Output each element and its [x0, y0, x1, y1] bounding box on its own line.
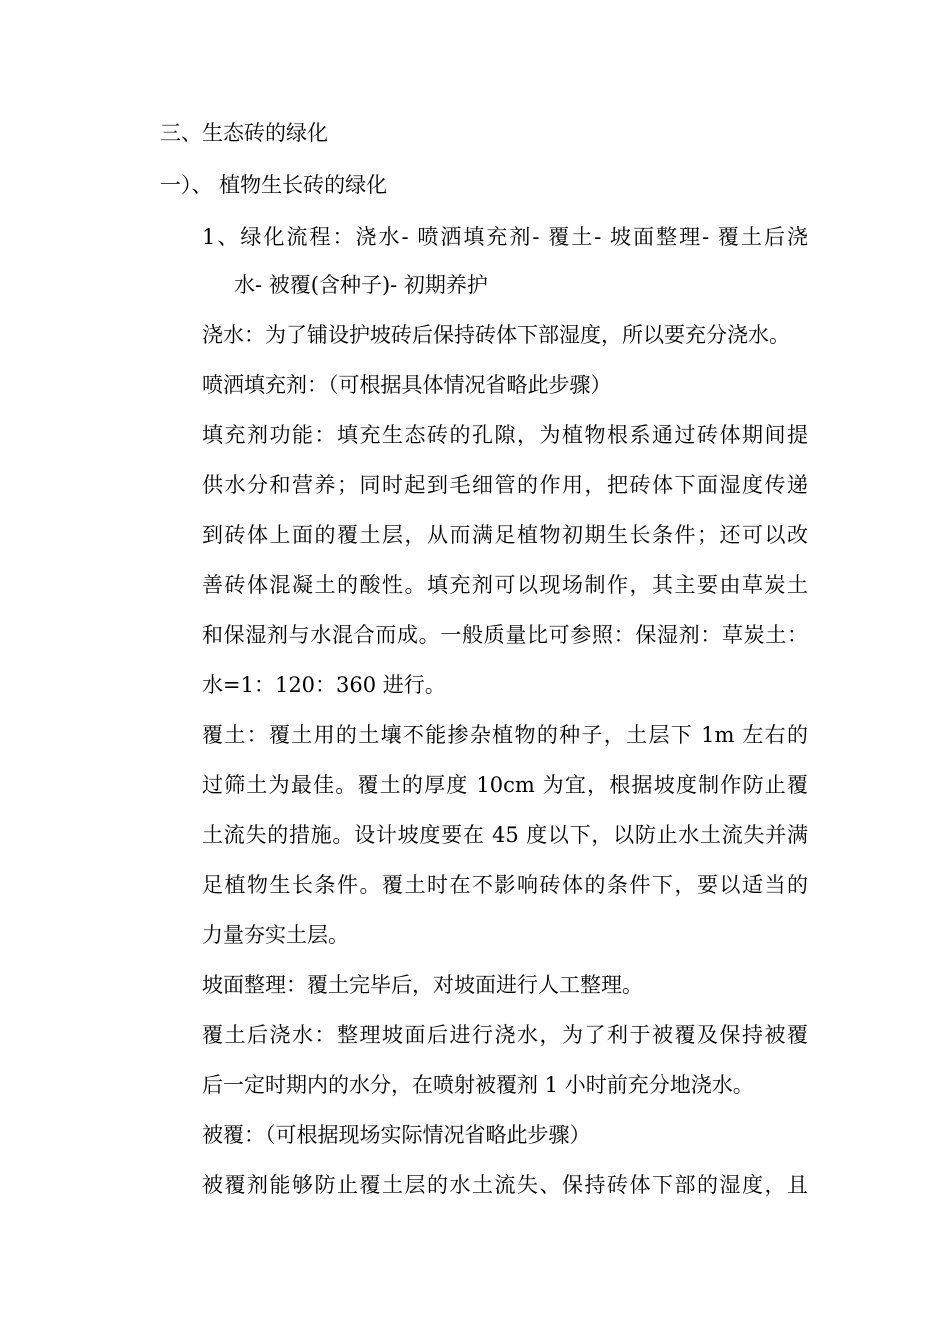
paragraph-soil-cover-line: 土流失的措施。设计坡度要在 45 度以下，以防止水土流失并满: [202, 823, 808, 847]
paragraph-spray-filler: 喷洒填充剂：（可根据具体情况省略此步骤）: [202, 373, 612, 397]
paragraph-slope-finishing: 坡面整理：覆土完毕后，对坡面进行人工整理。: [202, 973, 643, 997]
paragraph-soil-cover-line: 足植物生长条件。覆土时在不影响砖体的条件下，要以适当的: [202, 873, 808, 897]
paragraph-filler-function-line: 供水分和营养；同时起到毛细管的作用，把砖体下面湿度传递: [202, 473, 808, 497]
paragraph-covering-agent-line: 被覆剂能够防止覆土层的水土流失、保持砖体下部的湿度，且: [202, 1173, 808, 1197]
paragraph-filler-function-line: 善砖体混凝土的酸性。填充剂可以现场制作，其主要由草炭土: [202, 573, 808, 597]
section-heading: 三、生态砖的绿化: [160, 121, 328, 145]
paragraph-watering: 浇水：为了铺设护坡砖后保持砖体下部湿度，所以要充分浇水。: [202, 323, 790, 347]
paragraph-filler-function-line: 填充剂功能：填充生态砖的孔隙，为植物根系通过砖体期间提: [202, 423, 808, 447]
paragraph-covering: 被覆：（可根据现场实际情况省略此步骤）: [202, 1123, 591, 1147]
flow-line-1: 1、绿化流程：浇水- 喷洒填充剂- 覆土- 坡面整理- 覆土后浇: [202, 225, 808, 249]
paragraph-soil-cover-line: 覆土：覆土用的土壤不能掺杂植物的种子，土层下 1m 左右的: [202, 723, 808, 747]
paragraph-filler-function-line: 水=1：120：360 进行。: [202, 673, 446, 697]
paragraph-soil-cover-line: 力量夯实土层。: [202, 923, 349, 947]
paragraph-filler-function-line: 到砖体上面的覆土层，从而满足植物初期生长条件；还可以改: [202, 523, 808, 547]
paragraph-post-soil-watering-line: 后一定时期内的水分，在喷射被覆剂 1 小时前充分地浇水。: [202, 1073, 754, 1097]
paragraph-post-soil-watering-line: 覆土后浇水：整理坡面后进行浇水，为了利于被覆及保持被覆: [202, 1023, 808, 1047]
subsection-heading: 一）、 植物生长砖的绿化: [160, 173, 388, 197]
paragraph-soil-cover-line: 过筛土为最佳。覆土的厚度 10cm 为宜，根据坡度制作防止覆: [202, 773, 808, 797]
paragraph-filler-function-line: 和保湿剂与水混合而成。一般质量比可参照：保湿剂：草炭土：: [202, 623, 808, 647]
flow-line-2: 水- 被覆(含种子)- 初期养护: [234, 273, 488, 297]
